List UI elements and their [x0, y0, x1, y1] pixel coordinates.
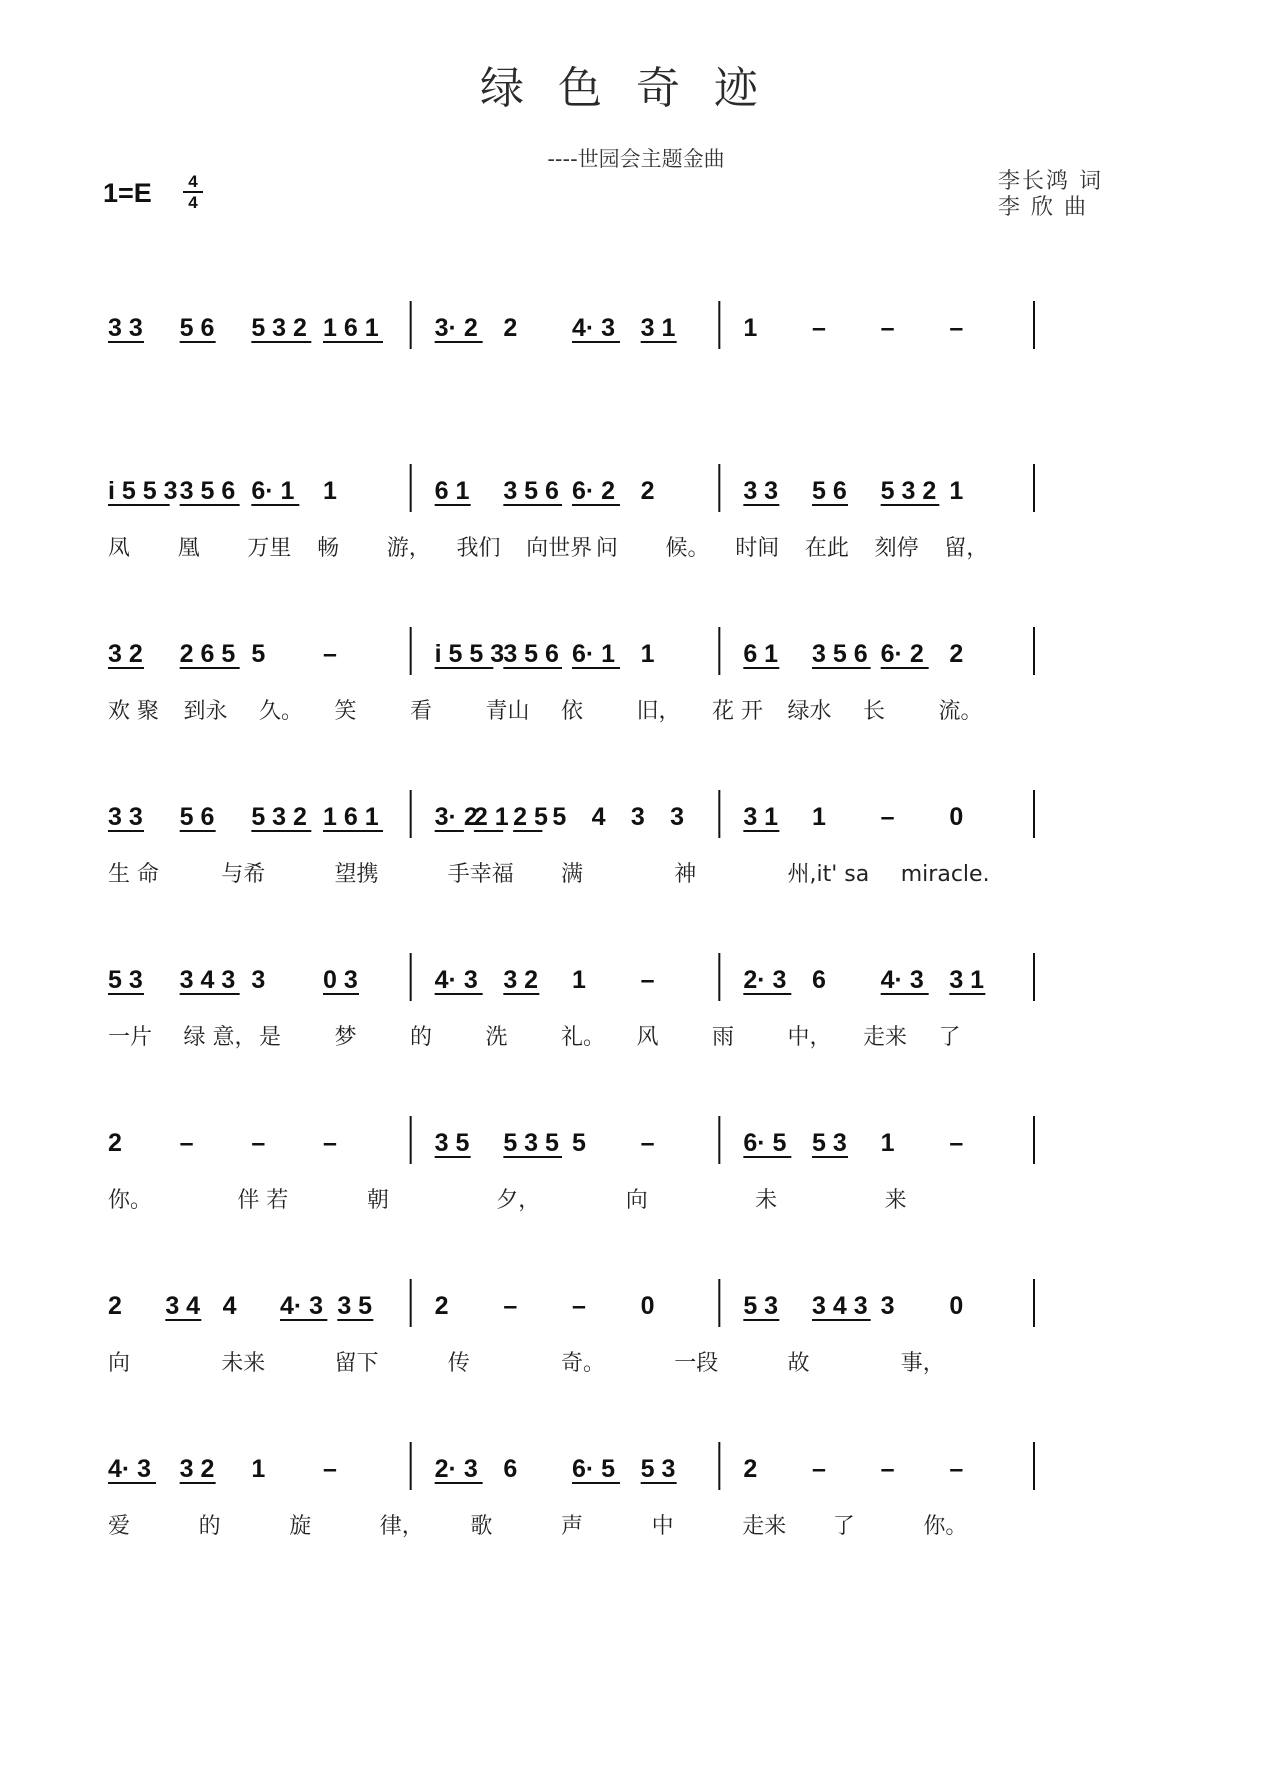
lyric-word: 旋 [289, 1514, 312, 1539]
note-group: 3 5 6 [179, 477, 236, 505]
note-group: 1 6 1 [323, 314, 379, 342]
note-group: – [323, 1455, 337, 1483]
note-group: 3 5 [337, 1292, 373, 1320]
note-group: 3 3 [108, 803, 143, 831]
note-group: 3 4 [165, 1292, 201, 1320]
note-group: – [880, 1455, 895, 1483]
lyric-word: 你。 [923, 1514, 968, 1539]
lyric-word: 未来 [221, 1351, 266, 1376]
lyric-word: 望携 [334, 862, 379, 887]
note-group: 1 [949, 477, 964, 505]
note-group: 1 [880, 1129, 895, 1157]
lyric-word: 是 [259, 1025, 282, 1050]
note-group: 3 3 [108, 314, 143, 342]
lyric-word: 问 [595, 536, 618, 561]
note-group: 3 [630, 803, 645, 831]
note-group: 2 [949, 640, 964, 668]
note-group: – [640, 1129, 655, 1157]
lyric-word: miracle. [900, 862, 990, 887]
note-group: 1 [323, 477, 337, 505]
note-group: – [251, 1129, 266, 1157]
note-group: 0 [640, 1292, 655, 1320]
lyric-word: 洗 [485, 1025, 508, 1050]
note-group: – [880, 803, 895, 831]
note-group: 6 1 [434, 477, 470, 505]
lyric-word: 绿水 [787, 699, 832, 724]
note-group: 4 [222, 1292, 237, 1320]
note-group: i 5 5 3 [434, 640, 505, 668]
lyric-word: 花 开 [712, 699, 763, 724]
lyric-word: 刻停 [874, 536, 919, 561]
lyric-word: 向世界 [526, 536, 593, 561]
note-group: 0 [949, 1292, 964, 1320]
lyric-word: 的 [410, 1025, 433, 1050]
note-group: – [323, 1129, 337, 1157]
note-group: 2 [503, 314, 518, 342]
lyric-word: 你。 [108, 1188, 153, 1213]
lyric-word: 了 [938, 1025, 961, 1050]
lyric-word: 州,it' sa [787, 862, 870, 887]
note-group: 3 1 [640, 314, 676, 342]
lyric-word: 绿 意， [183, 1025, 257, 1050]
song-subtitle: ----世园会主题金曲 [547, 147, 725, 171]
note-group: 4· 3 [108, 1455, 152, 1483]
lyric-word: 一片 [108, 1025, 153, 1050]
note-group: 3 [880, 1292, 895, 1320]
note-group: 0 [949, 803, 964, 831]
lyric-word: 凤 [108, 536, 131, 561]
lyric-word: 向 [625, 1188, 648, 1213]
note-group: – [179, 1129, 194, 1157]
lyric-word: 中， [787, 1025, 832, 1050]
note-group: 5 3 2 [251, 803, 307, 831]
lyric-word: 万里 [247, 536, 292, 561]
lyric-word: 爱 [108, 1514, 131, 1539]
note-group: 3 [670, 803, 685, 831]
lyric-word: 歌 [470, 1514, 493, 1539]
lyric-word: 夕， [496, 1188, 541, 1213]
note-group: – [949, 1455, 964, 1483]
note-group: 2 [434, 1292, 449, 1320]
note-group: 5 3 [108, 966, 143, 994]
note-group: 4· 3 [434, 966, 478, 994]
note-group: 3 5 6 [812, 640, 868, 668]
lyric-word: 留下 [334, 1351, 379, 1376]
song-title: 绿色奇迹 [480, 63, 792, 114]
note-group: 3 3 [743, 477, 779, 505]
lyric-word: 奇。 [561, 1351, 606, 1376]
note-group: 5 3 [812, 1129, 847, 1157]
lyricist-credit: 李长鸿 词 [998, 169, 1103, 194]
lyric-word: 候。 [665, 536, 710, 561]
note-group: 3 5 6 [503, 640, 559, 668]
note-group: – [503, 1292, 518, 1320]
note-group: 2· 3 [434, 1455, 478, 1483]
note-group: i 5 5 3 [108, 477, 178, 505]
note-group: 5 3 5 [503, 1129, 559, 1157]
lyric-word: 雨 [712, 1025, 735, 1050]
note-group: 6· 5 [743, 1129, 787, 1157]
lyric-word: 手幸福 [447, 862, 514, 887]
note-group: 3 4 3 [179, 966, 236, 994]
lyric-word: 来 [884, 1188, 907, 1213]
lyric-word: 凰 [177, 536, 200, 561]
lyric-word: 的 [198, 1514, 221, 1539]
note-group: 3 [251, 966, 266, 994]
note-group: 3 4 3 [812, 1292, 868, 1320]
note-group: 1 [640, 640, 655, 668]
note-group: 4· 3 [280, 1292, 324, 1320]
lyric-word: 神 [674, 862, 697, 887]
note-group: 3· 2 [434, 314, 478, 342]
note-group: 2 [743, 1455, 758, 1483]
note-group: 3 2 [503, 966, 539, 994]
lyric-word: 朝 [366, 1188, 389, 1213]
note-group: 2· 3 [743, 966, 787, 994]
note-group: – [880, 314, 895, 342]
note-group: 6· 1 [251, 477, 295, 505]
note-group: 3 2 [108, 640, 143, 668]
note-group: 4· 3 [880, 966, 924, 994]
lyric-word: 在此 [804, 536, 849, 561]
lyric-word: 走来 [863, 1025, 908, 1050]
note-group: – [572, 1292, 586, 1320]
note-group: – [949, 1129, 964, 1157]
note-group: 6· 1 [572, 640, 616, 668]
lyric-word: 青山 [485, 699, 530, 724]
note-group: 2 [108, 1129, 122, 1157]
lyric-word: 时间 [735, 536, 780, 561]
lyric-word: 事， [900, 1351, 945, 1376]
note-group: 2 1 [473, 803, 509, 831]
time-signature-bottom: 4 [188, 193, 198, 212]
note-group: – [323, 640, 337, 668]
lyric-word: 流。 [938, 699, 983, 724]
lyric-word: 礼。 [561, 1025, 606, 1050]
lyric-word: 畅 [317, 536, 340, 561]
note-group: 2 [640, 477, 655, 505]
lyric-word: 看 [410, 699, 433, 724]
time-signature-top: 4 [188, 172, 198, 191]
lyric-word: 欢 聚 [108, 699, 159, 724]
key-signature: 1=E [103, 178, 152, 208]
note-group: 1 6 1 [323, 803, 379, 831]
note-group: 5 [251, 640, 266, 668]
note-group: 5 [572, 1129, 586, 1157]
note-group: 2 6 5 [179, 640, 236, 668]
lyric-word: 我们 [456, 536, 501, 561]
note-group: 4· 3 [572, 314, 616, 342]
lyric-word: 满 [561, 862, 584, 887]
note-group: – [812, 314, 826, 342]
note-group: 3 2 [179, 1455, 215, 1483]
note-group: 0 3 [323, 966, 358, 994]
lyric-word: 生 命 [108, 862, 159, 887]
lyric-word: 旧， [636, 699, 681, 724]
lyric-word: 未 [755, 1188, 778, 1213]
lyric-word: 长 [863, 699, 886, 724]
lyric-word: 久。 [259, 699, 304, 724]
lyric-word: 声 [561, 1514, 584, 1539]
note-group: 2 5 [513, 803, 548, 831]
lyric-word: 故 [787, 1351, 810, 1376]
note-group: 5 6 [179, 803, 215, 831]
lyric-word: 一段 [674, 1351, 719, 1376]
note-group: 1 [251, 1455, 266, 1483]
note-group: 1 [743, 314, 758, 342]
note-group: 5 3 [640, 1455, 676, 1483]
lyric-word: 了 [832, 1514, 855, 1539]
note-group: 6· 5 [572, 1455, 616, 1483]
composer-credit: 李 欣 曲 [998, 195, 1088, 220]
note-group: – [949, 314, 964, 342]
note-group: 1 [812, 803, 826, 831]
note-group: 3· 2 [434, 803, 478, 831]
note-group: 3 5 6 [503, 477, 559, 505]
lyric-word: 伴 若 [237, 1188, 289, 1213]
note-group: 5 6 [812, 477, 847, 505]
note-group: 2 [108, 1292, 122, 1320]
note-group: 5 3 2 [251, 314, 307, 342]
note-group: 3 1 [743, 803, 779, 831]
lyric-word: 笑 [334, 699, 357, 724]
lyric-word: 向 [108, 1351, 131, 1376]
lyric-word: 留， [944, 536, 989, 561]
lyric-word: 风 [636, 1025, 659, 1050]
note-group: 6 [503, 1455, 518, 1483]
lyric-word: 律， [379, 1514, 424, 1539]
lyric-word: 梦 [334, 1025, 357, 1050]
note-group: 1 [572, 966, 586, 994]
note-group: 3 5 [434, 1129, 470, 1157]
note-group: 5 6 [179, 314, 215, 342]
note-group: 3 1 [949, 966, 985, 994]
lyric-word: 传 [447, 1351, 470, 1376]
note-group: 6· 2 [572, 477, 616, 505]
note-group: 5 3 [743, 1292, 779, 1320]
note-group: 4 [591, 803, 606, 831]
lyric-word: 游， [386, 536, 431, 561]
lyric-word: 到永 [183, 699, 228, 724]
note-group: 5 3 2 [880, 477, 937, 505]
note-group: – [812, 1455, 826, 1483]
note-group: 6 [812, 966, 826, 994]
note-group: 5 [552, 803, 567, 831]
lyric-word: 依 [561, 699, 584, 724]
lyric-word: 中 [651, 1514, 674, 1539]
note-group: 6 1 [743, 640, 779, 668]
note-group: – [640, 966, 655, 994]
lyric-word: 与希 [221, 862, 266, 887]
note-group: 6· 2 [880, 640, 924, 668]
lyric-word: 走来 [742, 1514, 787, 1539]
